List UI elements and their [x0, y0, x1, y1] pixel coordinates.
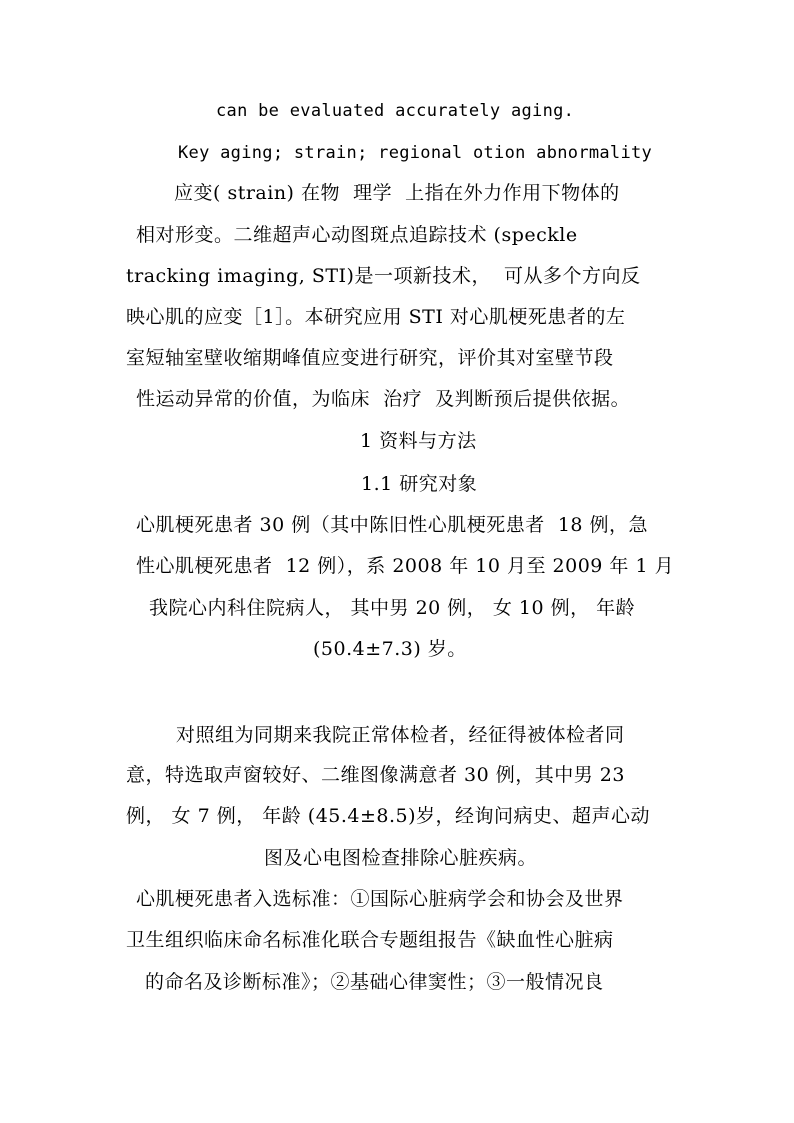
text-line: can be evaluated accurately aging. [216, 101, 575, 121]
text-line: 性心肌梗死患者 12 例），系 2008 年 10 月至 2009 年 1 月 [136, 555, 675, 577]
text-line: 图及心电图检查排除心脏疾病。 [264, 847, 538, 869]
text-line: 对照组为同期来我院正常体检者，经征得被体检者同 [176, 724, 625, 746]
text-line: 映心肌的应变［1］。本研究应用 STI 对心肌梗死患者的左 [126, 306, 626, 328]
text-line: 性运动异常的价值，为临床 治疗 及判断预后提供依据。 [136, 388, 631, 410]
text-line: 卫生组织临床命名标准化联合专题组报告《缺血性心脏病 [126, 929, 614, 951]
keywords-line: Key aging; strain; regional otion abnormality [178, 143, 653, 163]
text-line: 应变( strain) 在物 理学 上指在外力作用下物体的 [174, 182, 620, 204]
text-line: 室短轴室壁收缩期峰值应变进行研究，评价其对室壁节段 [126, 347, 614, 369]
text-line: 心肌梗死患者入选标准：①国际心脏病学会和协会及世界 [136, 888, 624, 910]
text-line: 意，特选取声窗较好、二维图像满意者 30 例，其中男 23 [126, 764, 625, 786]
text-line: 心肌梗死患者 30 例（其中陈旧性心肌梗死患者 18 例，急 [136, 514, 649, 536]
text-line: (50.4±7.3) 岁。 [313, 638, 467, 660]
text-line: 例， 女 7 例， 年龄 (45.4±8.5)岁，经询问病史、超声心动 [126, 805, 651, 827]
text-line: 的命名及诊断标准》；②基础心律窦性；③一般情况良 [145, 971, 604, 993]
section-heading: 1 资料与方法 [360, 430, 477, 452]
text-line: 相对形变。二维超声心动图斑点追踪技术 (speckle [136, 224, 578, 246]
subsection-heading: 1.1 研究对象 [361, 473, 478, 495]
text-line: tracking imaging, STI)是一项新技术， 可从多个方向反 [126, 265, 641, 287]
text-line: 我院心内科住院病人， 其中男 20 例， 女 10 例， 年龄 [149, 597, 636, 619]
